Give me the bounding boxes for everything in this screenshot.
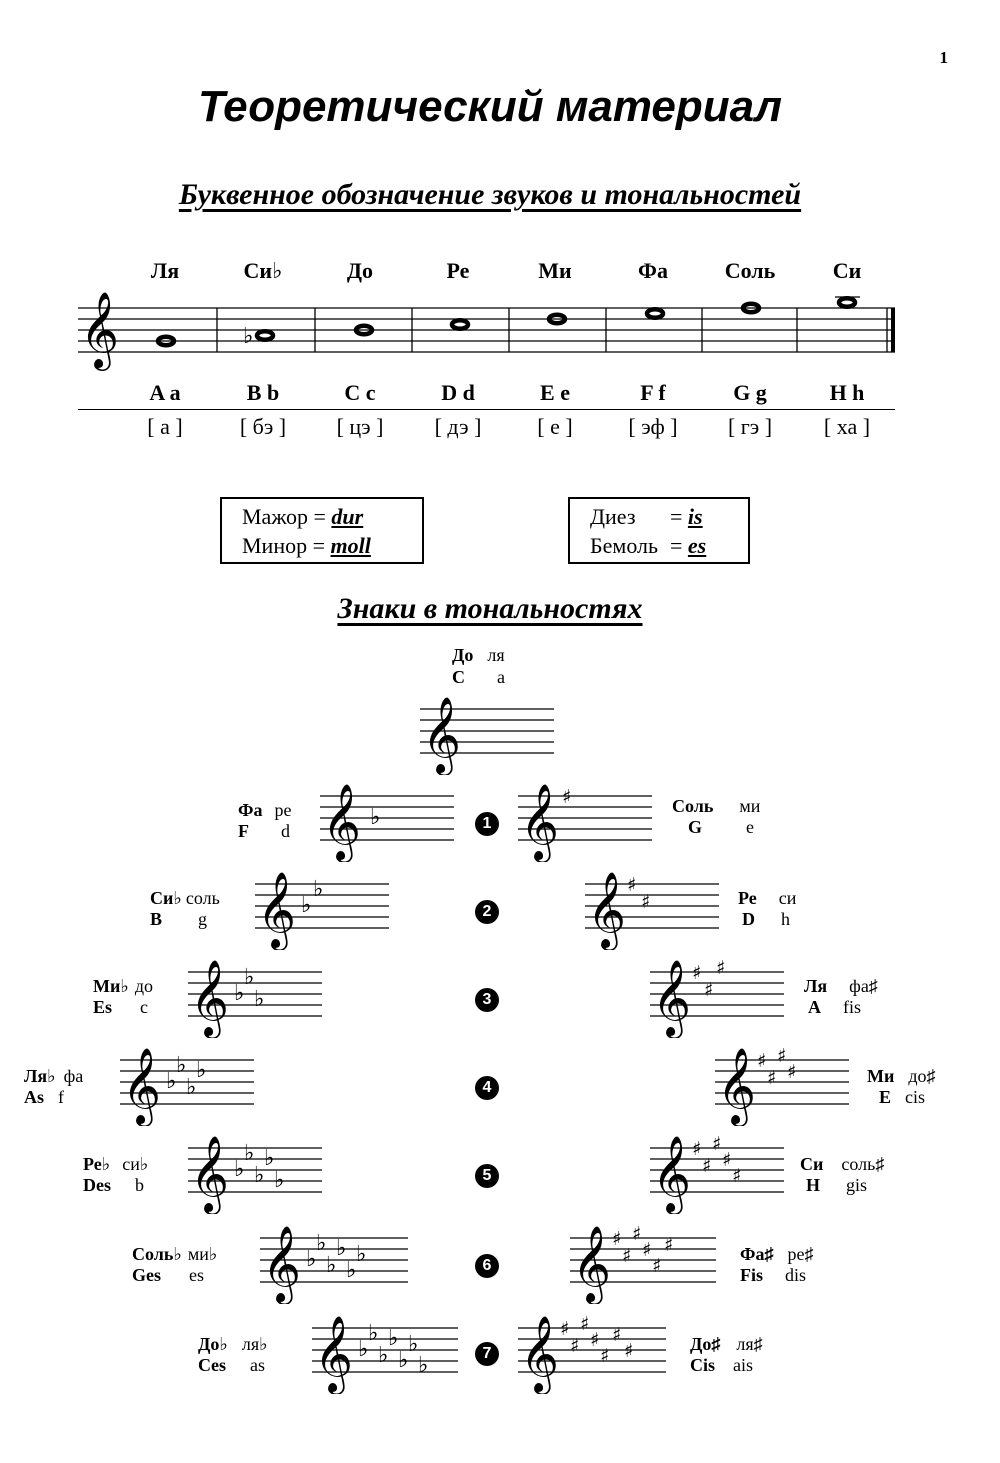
svg-text:♭: ♭ xyxy=(244,965,255,990)
row-number-2: 2 xyxy=(475,900,499,924)
note-f-head xyxy=(647,309,663,317)
note-letter-f: F f xyxy=(640,380,666,405)
note-sound-b: [ бэ ] xyxy=(239,414,287,439)
key-label-flat-4: Ля♭ фа As f xyxy=(24,1066,84,1107)
svg-text:♯: ♯ xyxy=(580,1314,590,1335)
treble-clef-icon: 𝄞 xyxy=(122,1047,162,1124)
treble-clef-icon: 𝄞 xyxy=(520,783,560,860)
key-label-flat-3: Ми♭ до Es c xyxy=(93,976,154,1017)
section-title-letter-names: Буквенное обозначение звуков и тональностей xyxy=(178,178,802,211)
svg-text:♭: ♭ xyxy=(336,1236,347,1261)
accidental-box: Диез = is Бемоль = es xyxy=(568,497,750,564)
row-number-3: 3 xyxy=(475,988,499,1012)
treble-clef-icon: 𝄞 xyxy=(314,1315,354,1392)
key-label-flat-6: Соль♭ ми♭ Ges es xyxy=(132,1244,218,1285)
svg-text:♭: ♭ xyxy=(358,1337,369,1362)
staff-flat-5 xyxy=(188,1134,328,1214)
staff-flat-1 xyxy=(320,782,460,862)
staff-flat-7 xyxy=(312,1314,462,1394)
staff-flat-6 xyxy=(260,1224,410,1304)
svg-text:♭: ♭ xyxy=(234,1157,245,1182)
flat-icon xyxy=(306,1231,366,1283)
key-label-flat-7: До♭ ля♭ Ces as xyxy=(198,1334,268,1375)
flat-icon: ♭ xyxy=(243,324,254,349)
key-label-sharp-7: До♯ ля♯ Cis ais xyxy=(690,1334,763,1375)
svg-text:♯: ♯ xyxy=(722,1149,732,1171)
svg-text:♯: ♯ xyxy=(627,874,637,896)
sharp-icon xyxy=(627,874,650,913)
svg-text:♭: ♭ xyxy=(368,1321,379,1346)
treble-clef-icon: 𝄞 xyxy=(520,1315,560,1392)
staff-sharp-1 xyxy=(518,782,658,862)
row-number-7: 7 xyxy=(475,1342,499,1366)
svg-text:♯: ♯ xyxy=(787,1061,797,1083)
key-label-sharp-6: Фа♯ ре♯ Fis dis xyxy=(740,1244,814,1285)
note-sound-e: [ е ] xyxy=(537,414,573,439)
treble-clef-icon: 𝄞 xyxy=(80,291,120,368)
page-title: Теоретический материал xyxy=(197,82,782,131)
note-name-c: До xyxy=(346,258,374,283)
svg-text:♯: ♯ xyxy=(622,1245,632,1267)
note-name-h: Си xyxy=(832,258,862,283)
svg-text:♭: ♭ xyxy=(408,1332,419,1357)
svg-text:♯: ♯ xyxy=(704,979,714,1001)
note-name-f: Фа xyxy=(638,258,668,283)
svg-text:♭: ♭ xyxy=(196,1058,207,1083)
sharp-icon xyxy=(612,1224,673,1277)
page-number: 1 xyxy=(939,48,948,67)
treble-clef-icon: 𝄞 xyxy=(652,959,692,1036)
svg-text:♯: ♯ xyxy=(632,1224,642,1245)
note-sound-g: [ гэ ] xyxy=(727,414,773,439)
svg-text:♯: ♯ xyxy=(600,1345,610,1367)
treble-clef-icon: 𝄞 xyxy=(262,1225,302,1302)
row-number-5: 5 xyxy=(475,1164,499,1188)
section-title-key-signatures: Знаки в тональностях xyxy=(337,592,643,625)
svg-text:♯: ♯ xyxy=(570,1335,580,1357)
svg-text:♯: ♯ xyxy=(612,1324,622,1346)
note-sound-c: [ цэ ] xyxy=(336,414,384,439)
key-label-sharp-1: Соль ми G e xyxy=(672,796,761,837)
note-d-head xyxy=(452,320,468,328)
key-label-sharp-4: Ми до♯ E cis xyxy=(867,1066,936,1107)
svg-text:♭: ♭ xyxy=(274,1168,285,1193)
svg-text:♭: ♭ xyxy=(398,1348,409,1373)
treble-clef-icon: 𝄞 xyxy=(587,871,627,948)
svg-text:♯: ♯ xyxy=(612,1228,622,1250)
key-label-c: До ля C a xyxy=(452,645,505,687)
svg-text:♯: ♯ xyxy=(562,786,572,808)
svg-text:♭: ♭ xyxy=(356,1242,367,1267)
flat-icon xyxy=(370,805,380,830)
svg-text:♭: ♭ xyxy=(176,1053,187,1078)
row-number-4: 4 xyxy=(475,1076,499,1100)
svg-text:♯: ♯ xyxy=(641,891,651,913)
key-label-flat-1: Фа ре F d xyxy=(238,800,292,841)
svg-text:♭: ♭ xyxy=(370,805,381,830)
svg-text:♭: ♭ xyxy=(313,877,324,902)
key-label-sharp-2: Ре си D h xyxy=(738,888,797,929)
note-letter-c: C c xyxy=(344,380,376,405)
note-letter-d: D d xyxy=(441,380,475,405)
svg-text:♭: ♭ xyxy=(254,1163,265,1188)
svg-text:♯: ♯ xyxy=(716,958,726,979)
svg-text:♯: ♯ xyxy=(732,1165,742,1187)
staff-sharp-7 xyxy=(518,1314,668,1394)
svg-text:♭: ♭ xyxy=(244,1141,255,1166)
note-letter-b: B b xyxy=(246,380,280,405)
treble-clef-icon: 𝄞 xyxy=(717,1047,757,1124)
staff-sharp-6 xyxy=(570,1224,720,1304)
svg-text:♯: ♯ xyxy=(692,962,702,984)
svg-text:♭: ♭ xyxy=(264,1146,275,1171)
note-name-d: Ре xyxy=(446,258,470,283)
note-name-g: Соль xyxy=(724,258,776,283)
svg-text:♭: ♭ xyxy=(234,981,245,1006)
treble-clef-icon: 𝄞 xyxy=(190,1135,230,1212)
staff-flat-2 xyxy=(255,870,395,950)
svg-text:♭: ♭ xyxy=(306,1247,317,1272)
sharp-icon xyxy=(692,1134,741,1187)
staff-sharp-2 xyxy=(585,870,725,950)
svg-text:♭: ♭ xyxy=(186,1075,197,1100)
note-letter-g: G g xyxy=(733,380,767,405)
note-sound-d: [ дэ ] xyxy=(434,414,482,439)
treble-clef-icon: 𝄞 xyxy=(257,871,297,948)
sharp-icon xyxy=(560,1314,633,1367)
treble-clef-icon: 𝄞 xyxy=(190,959,230,1036)
note-name-b: Си♭ xyxy=(243,258,283,283)
note-b-head xyxy=(257,331,273,339)
flat-icon xyxy=(301,877,323,918)
svg-text:♯: ♯ xyxy=(664,1234,674,1256)
treble-clef-icon: 𝄞 xyxy=(422,696,462,773)
svg-text:♯: ♯ xyxy=(692,1138,702,1160)
note-letter-a: A a xyxy=(149,380,181,405)
row-number-1: 1 xyxy=(475,812,499,836)
mode-box: Мажор = dur Минор = moll xyxy=(220,497,424,564)
svg-text:♯: ♯ xyxy=(652,1255,662,1277)
svg-text:♯: ♯ xyxy=(712,1134,722,1155)
note-letter-e: E e xyxy=(540,380,570,405)
scale-staff xyxy=(0,290,1000,390)
svg-text:♯: ♯ xyxy=(590,1329,600,1351)
svg-text:♭: ♭ xyxy=(254,987,265,1012)
svg-text:♯: ♯ xyxy=(767,1067,777,1089)
key-label-sharp-5: Си соль♯ H gis xyxy=(800,1154,885,1195)
svg-text:♯: ♯ xyxy=(642,1239,652,1261)
svg-text:♭: ♭ xyxy=(418,1353,429,1378)
note-name-e: Ми xyxy=(538,258,572,283)
svg-text:♯: ♯ xyxy=(777,1046,787,1067)
note-sound-h: [ ха ] xyxy=(823,414,871,439)
svg-text:♭: ♭ xyxy=(326,1253,337,1278)
svg-text:♭: ♭ xyxy=(378,1343,389,1368)
divider-line xyxy=(78,409,895,410)
note-sound-f: [ эф ] xyxy=(628,414,678,439)
note-name-a: Ля xyxy=(150,258,180,283)
note-letter-h: H h xyxy=(829,380,865,405)
staff-sharp-4 xyxy=(715,1046,855,1126)
sharp-icon xyxy=(562,786,571,808)
svg-text:♭: ♭ xyxy=(316,1231,327,1256)
staff-flat-3 xyxy=(188,958,328,1038)
svg-text:♭: ♭ xyxy=(346,1258,357,1283)
key-label-flat-5: Ре♭ си♭ Des b xyxy=(83,1154,149,1195)
svg-text:♯: ♯ xyxy=(560,1318,570,1340)
svg-text:♭: ♭ xyxy=(388,1326,399,1351)
flat-icon xyxy=(234,1141,284,1193)
svg-text:♭: ♭ xyxy=(166,1069,177,1094)
staff-sharp-3 xyxy=(650,958,790,1038)
svg-text:♭: ♭ xyxy=(301,893,312,918)
treble-clef-icon: 𝄞 xyxy=(572,1225,612,1302)
treble-clef-icon: 𝄞 xyxy=(652,1135,692,1212)
row-number-6: 6 xyxy=(475,1254,499,1278)
note-sound-a: [ а ] xyxy=(147,414,183,439)
key-label-sharp-3: Ля фа♯ A fis xyxy=(804,976,878,1017)
note-h-head xyxy=(839,298,855,306)
staff-sharp-5 xyxy=(650,1134,790,1214)
svg-text:♯: ♯ xyxy=(757,1050,767,1072)
key-label-flat-2: Си♭ соль B g xyxy=(150,888,220,929)
treble-clef-icon: 𝄞 xyxy=(322,783,362,860)
svg-text:♯: ♯ xyxy=(702,1155,712,1177)
staff-c-major xyxy=(420,695,560,775)
staff-flat-4 xyxy=(120,1046,260,1126)
svg-text:♯: ♯ xyxy=(624,1340,634,1362)
